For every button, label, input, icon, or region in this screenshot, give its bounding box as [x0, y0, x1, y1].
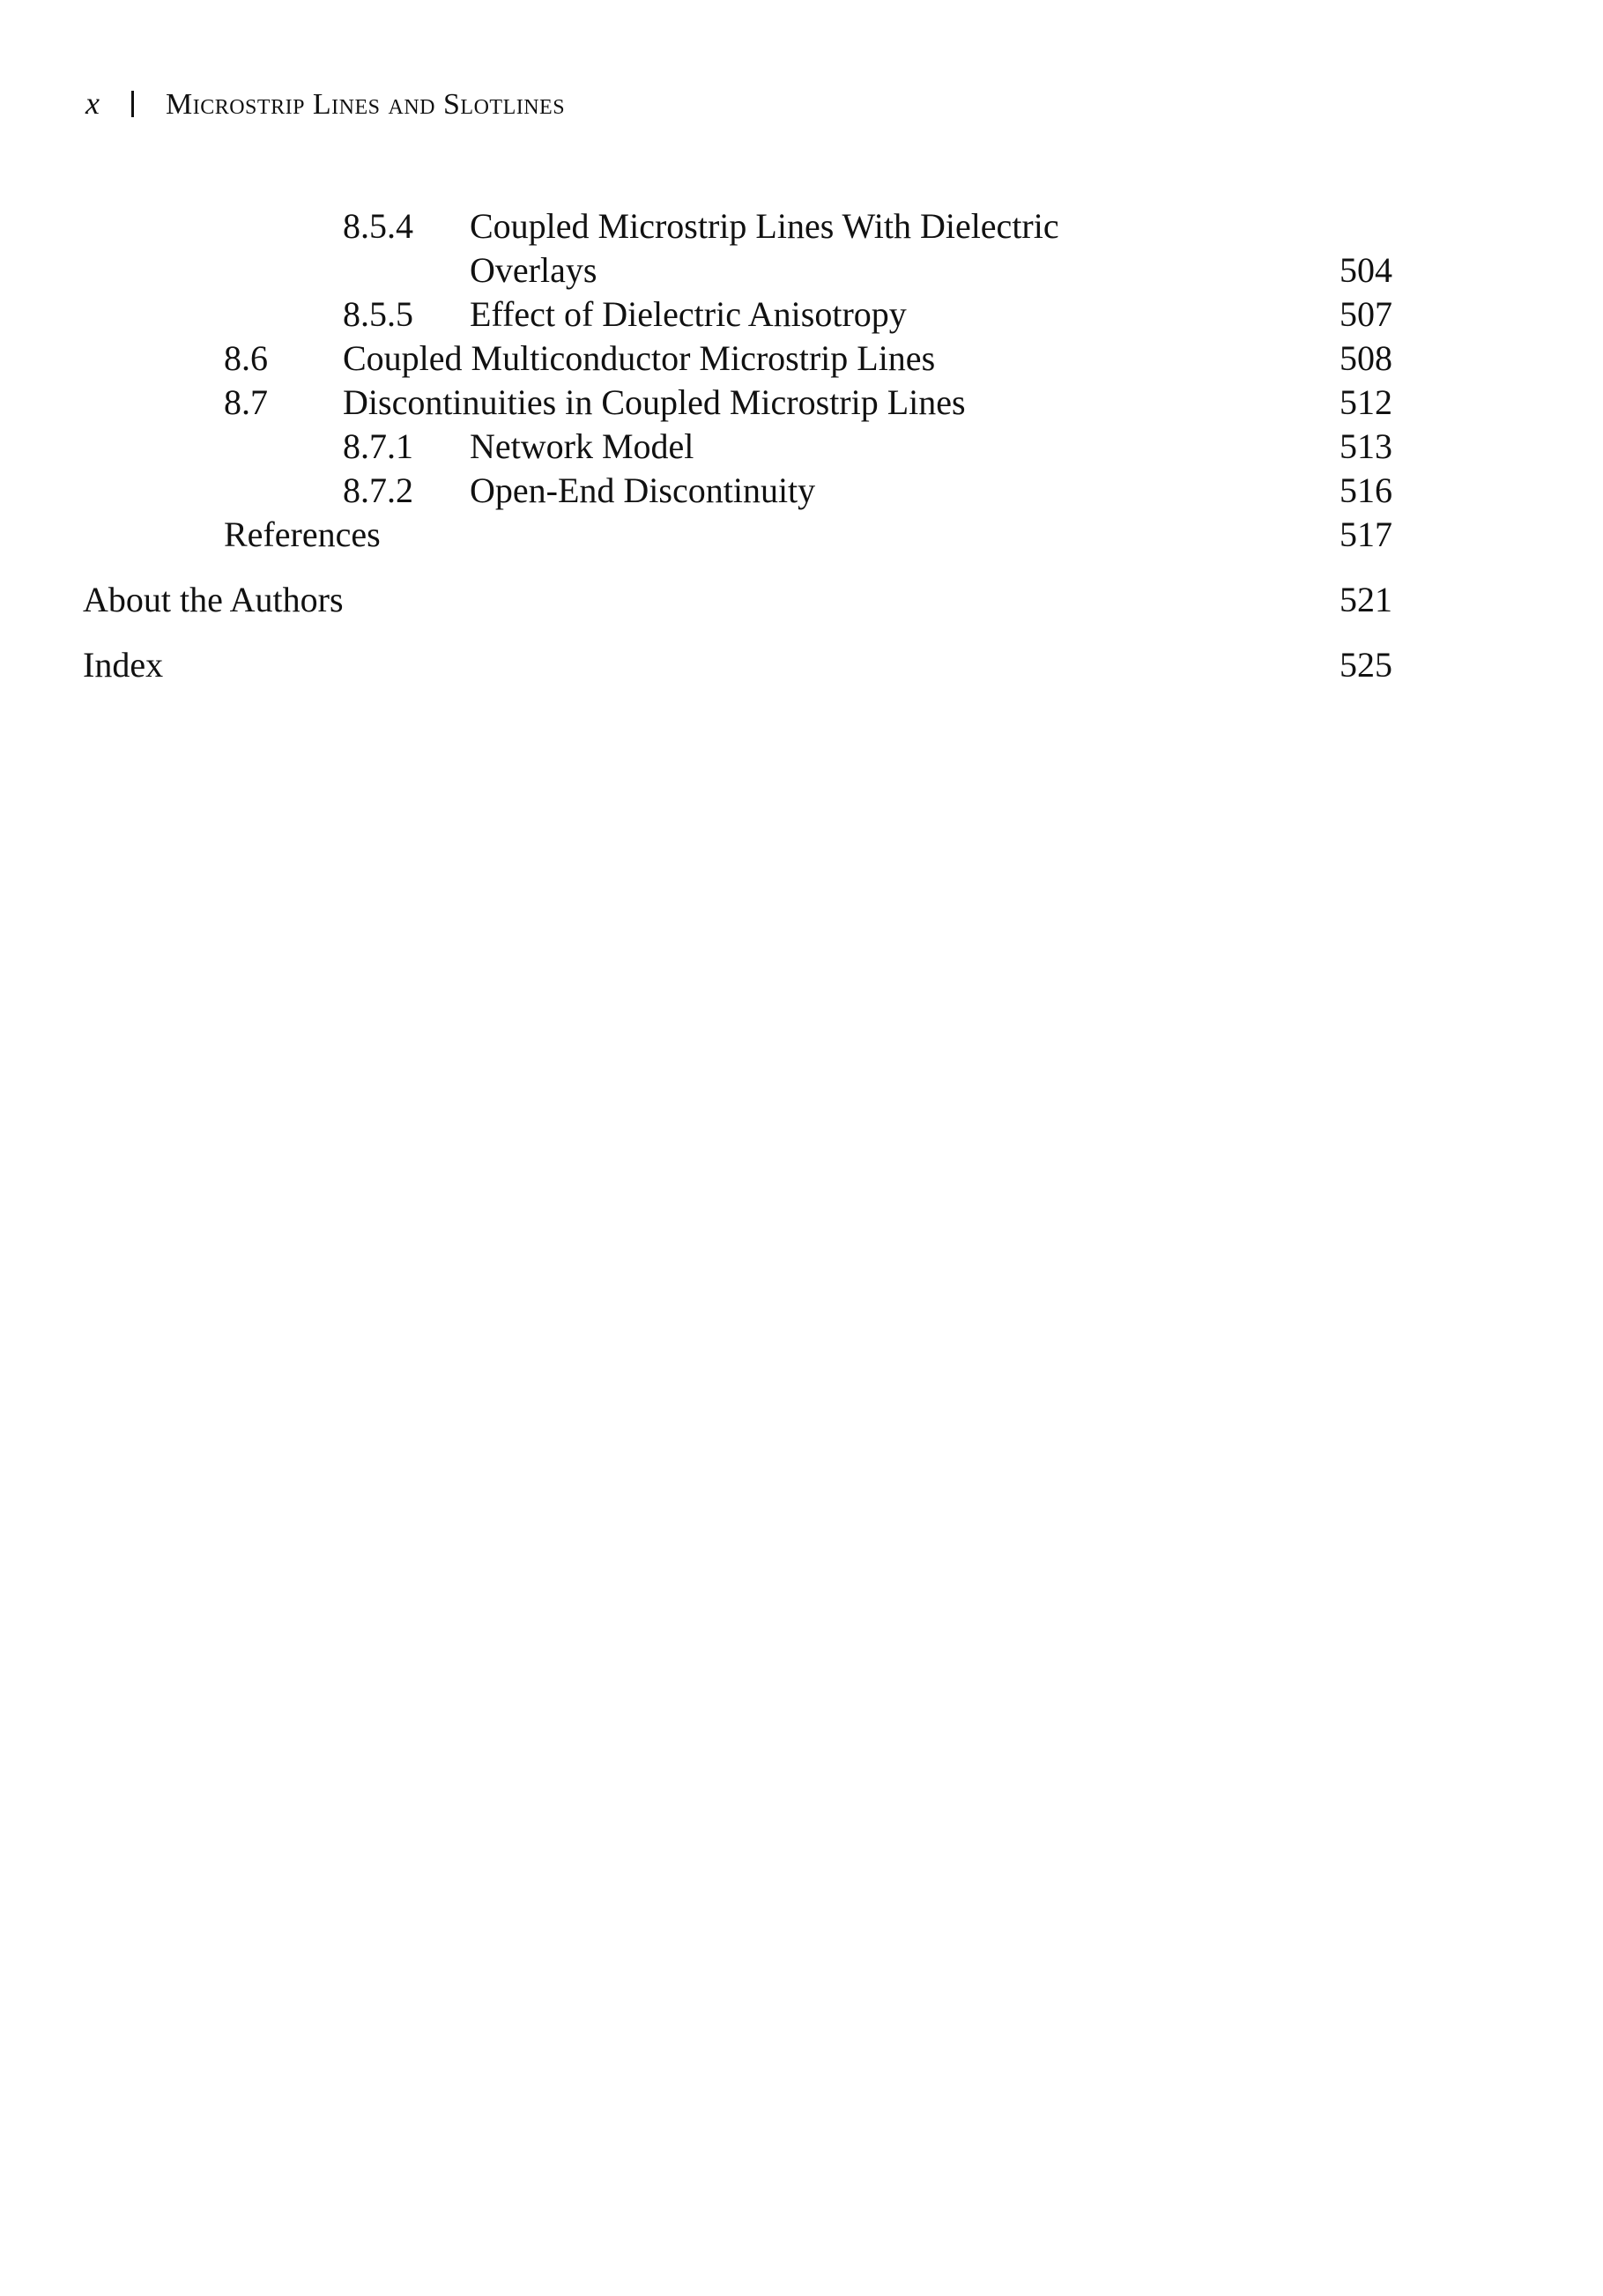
toc-entry-number: 8.6 — [224, 338, 268, 378]
toc-entry-page: 521 — [1340, 580, 1392, 619]
toc-entry-number: 8.7.1 — [343, 426, 413, 466]
toc-entry-title: Coupled Microstrip Lines With Dielectric — [470, 206, 1059, 246]
toc-entry-title: Discontinuities in Coupled Microstrip Lines — [343, 382, 966, 422]
page-number: x — [85, 85, 100, 121]
toc-entry-page: 504 — [1340, 250, 1392, 290]
toc-entry-page: 512 — [1340, 382, 1392, 422]
toc-entry-page: 525 — [1340, 645, 1392, 685]
toc-entry-index — [0, 643, 1603, 687]
table-of-contents — [0, 204, 1603, 687]
toc-entry-about-the-authors — [0, 578, 1603, 622]
toc-entry-8-5-5 — [0, 293, 1603, 337]
toc-entry-number: 8.5.4 — [343, 206, 413, 246]
toc-entry-references — [0, 513, 1603, 557]
toc-entry-title: Effect of Dielectric Anisotropy — [470, 294, 907, 334]
toc-entry-number: 8.7 — [224, 382, 268, 422]
toc-entry-title: References — [224, 515, 381, 554]
toc-entry-title: Network Model — [470, 426, 694, 466]
toc-entry-8-7 — [0, 381, 1603, 425]
toc-entry-8-5-4-continued — [0, 248, 1603, 293]
book-title: Microstrip Lines and Slotlines — [165, 88, 566, 121]
toc-entry-number: 8.5.5 — [343, 294, 413, 334]
toc-entry-page: 513 — [1340, 426, 1392, 466]
toc-entry-8-7-1 — [0, 425, 1603, 469]
toc-entry-page: 507 — [1340, 294, 1392, 334]
toc-entry-page: 517 — [1340, 515, 1392, 554]
toc-entry-8-7-2 — [0, 469, 1603, 513]
header-separator — [131, 91, 134, 117]
toc-entry-title: Index — [83, 645, 164, 685]
toc-entry-title: Coupled Multiconductor Microstrip Lines — [343, 338, 936, 378]
toc-entry-title: Open-End Discontinuity — [470, 470, 816, 510]
toc-entry-8-5-4 — [0, 204, 1603, 248]
toc-entry-page: 516 — [1340, 470, 1392, 510]
toc-entry-title: Overlays — [470, 250, 597, 290]
toc-entry-number: 8.7.2 — [343, 470, 413, 510]
running-head — [85, 81, 565, 125]
toc-entry-title: About the Authors — [83, 580, 344, 619]
toc-entry-8-6 — [0, 337, 1603, 381]
toc-entry-page: 508 — [1340, 338, 1392, 378]
